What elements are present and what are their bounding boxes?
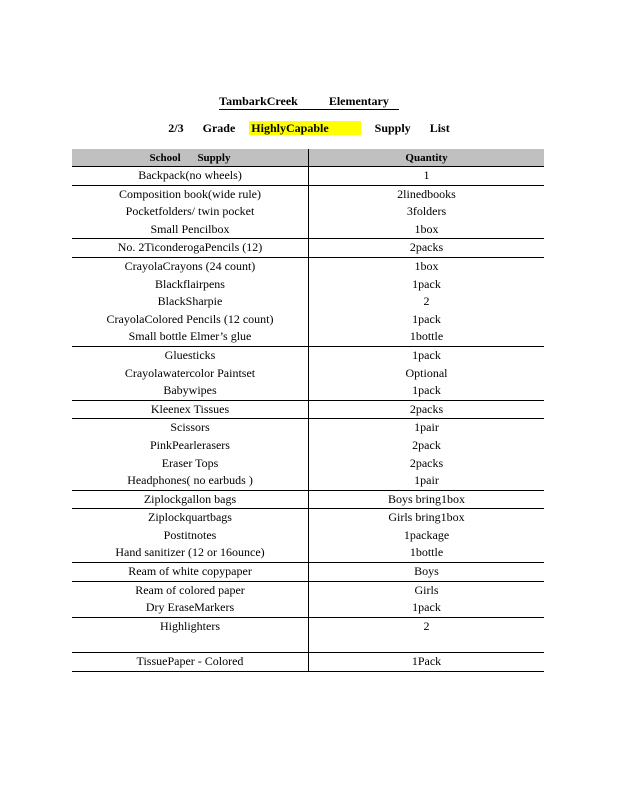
supply-item: Babywipes (163, 383, 217, 398)
table-row (72, 509, 544, 563)
supply-cell (72, 419, 309, 490)
supply-item: Backpack(no wheels) (138, 168, 242, 182)
quantity-cell (309, 581, 545, 617)
supply-cell (72, 617, 309, 653)
subtitle-list: List (429, 121, 450, 135)
blank-line (72, 635, 308, 652)
supply-item: Ziplockquartbags (148, 510, 232, 525)
supply-cell (72, 257, 309, 346)
quantity-cell (309, 239, 545, 258)
supply-item: Small bottle Elmer’s glue (128, 329, 252, 344)
supply-item: Eraser Tops (161, 455, 219, 470)
supply-item: Postitnotes (163, 527, 217, 542)
quantity-value: Girls bring1box (388, 510, 465, 525)
quantity-value: 1box (414, 258, 439, 273)
quantity-value: 1pack (412, 383, 441, 398)
subtitle-grade-label: Grade (202, 121, 236, 135)
supply-item: TissuePaper - Colored (136, 654, 244, 669)
quantity-value: 1pack (412, 347, 441, 362)
supply-cell (72, 509, 309, 563)
quantity-cell (309, 509, 545, 563)
header-quantity: Quantity (309, 149, 545, 167)
quantity-value: 1bottle (409, 545, 444, 560)
quantity-value: 2packs (409, 455, 444, 470)
supply-item: Scissors (170, 420, 210, 435)
quantity-value: 1Pack (411, 654, 442, 669)
table-row (72, 581, 544, 617)
supply-item: Hand sanitizer (12 or 16ounce) (115, 545, 265, 560)
quantity-cell (309, 563, 545, 582)
table-row (72, 419, 544, 490)
quantity-cell (309, 490, 545, 509)
supply-cell (72, 653, 309, 672)
quantity-cell (309, 400, 545, 419)
quantity-value: 1 (423, 168, 430, 182)
quantity-cell (309, 653, 545, 672)
quantity-cell (309, 257, 545, 346)
document-subtitle (0, 120, 618, 136)
quantity-value: 2 (423, 618, 430, 633)
quantity-value: Girls (414, 582, 439, 597)
supply-cell (72, 563, 309, 582)
quantity-value: 1package (403, 527, 450, 542)
subtitle-supply: Supply (374, 121, 411, 135)
supply-item: CrayolaCrayons (24 count) (124, 258, 256, 273)
table-row (72, 617, 544, 653)
supply-cell (72, 167, 309, 186)
supply-item: BlackSharpie (157, 294, 223, 309)
supply-item: Crayolawatercolor Paintset (124, 365, 256, 380)
quantity-value: 1pair (414, 473, 439, 488)
supply-item: Dry EraseMarkers (145, 600, 235, 615)
supply-cell (72, 346, 309, 400)
quantity-value: 1bottle (409, 329, 444, 344)
supply-item: Kleenex Tissues (150, 401, 230, 416)
quantity-cell (309, 346, 545, 400)
table-row (72, 257, 544, 346)
table-row (72, 185, 544, 239)
supply-item: Pocketfolders/ twin pocket (125, 204, 255, 219)
supply-item: Ream of white copypaper (128, 564, 252, 579)
supply-table (72, 149, 544, 672)
quantity-value: 1box (414, 221, 439, 236)
quantity-value: Boys bring1box (387, 491, 465, 506)
table-row (72, 490, 544, 509)
supply-item: CrayolaColored Pencils (12 count) (106, 311, 274, 326)
table-body (72, 167, 544, 672)
quantity-cell (309, 185, 545, 239)
title-text: TambarkCreek Elementary (219, 93, 399, 110)
table-row (72, 653, 544, 672)
quantity-value: 2packs (409, 240, 444, 255)
table-row (72, 563, 544, 582)
quantity-value: 1pair (414, 420, 439, 435)
quantity-value: Optional (405, 365, 448, 380)
quantity-cell (309, 617, 545, 653)
quantity-value: 2linedbooks (397, 186, 456, 201)
supply-item: Small Pencilbox (150, 221, 230, 236)
supply-item: Ream of colored paper (135, 582, 245, 597)
table-row (72, 167, 544, 186)
supply-cell (72, 490, 309, 509)
quantity-cell (309, 419, 545, 490)
quantity-cell (309, 167, 545, 186)
supply-item: No. 2TiconderogaPencils (12) (117, 240, 263, 255)
supply-item: Gluesticks (164, 347, 216, 362)
supply-item: Headphones( no earbuds ) (127, 473, 253, 488)
table-row (72, 400, 544, 419)
quantity-value: Boys (414, 564, 439, 579)
subtitle-grade-number: 2/3 (168, 121, 184, 135)
supply-cell (72, 185, 309, 239)
subtitle-highlight: HighlyCapable (249, 121, 360, 135)
table-header-row (72, 149, 544, 167)
table-row (72, 239, 544, 258)
quantity-value: 3folders (406, 204, 447, 219)
supply-cell (72, 581, 309, 617)
table-row (72, 346, 544, 400)
document-title (0, 92, 618, 110)
quantity-value: 1pack (412, 276, 441, 291)
supply-item: Composition book(wide rule) (119, 186, 261, 201)
supply-cell (72, 239, 309, 258)
quantity-value: 2pack (412, 437, 441, 452)
quantity-value: 1pack (412, 600, 441, 615)
quantity-value: 2packs (409, 401, 444, 416)
supply-item: Ziplockgallon bags (143, 491, 237, 506)
supply-item: Blackflairpens (155, 276, 225, 291)
supply-item: Highlighters (160, 618, 220, 633)
supply-cell (72, 400, 309, 419)
quantity-value: 2 (423, 294, 430, 309)
header-school-supply: School Supply (72, 149, 309, 167)
quantity-value: 1pack (412, 311, 441, 326)
supply-item: PinkPearlerasers (150, 437, 230, 452)
